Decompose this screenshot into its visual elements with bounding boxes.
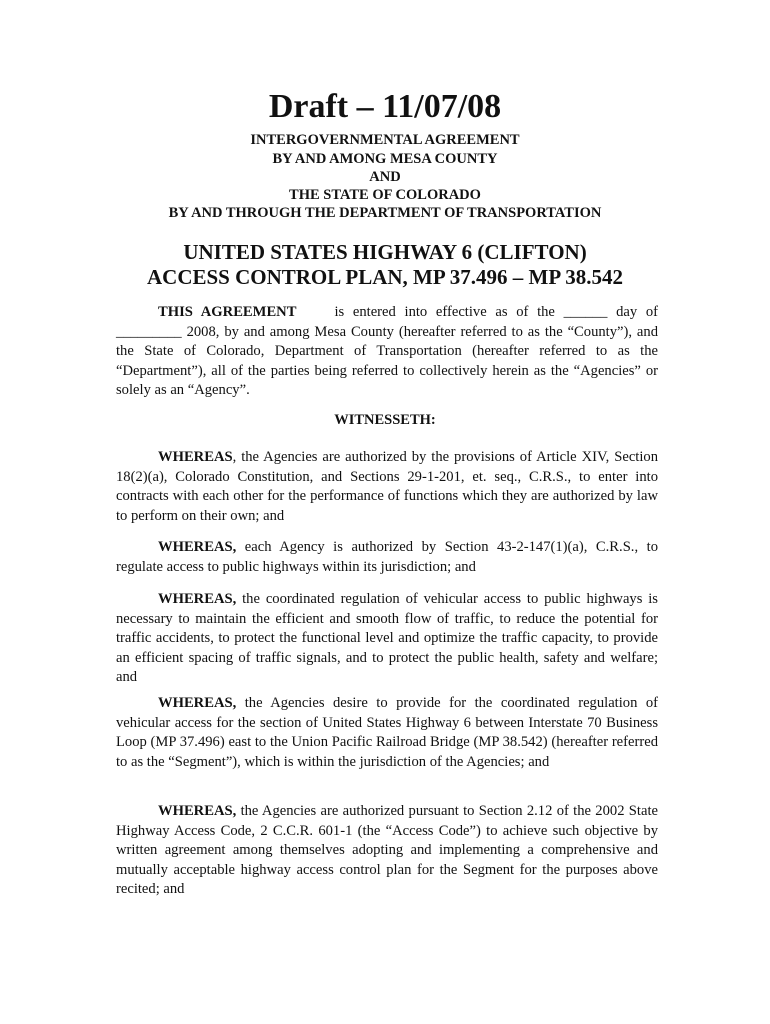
recital-text: the coordinated regulation of vehicular access to public highways is necessary to maintain the efficient and smooth flow of traffic, to reduce the potential for traffic accidents, to protect the functional level and optimize the traffic capacity, to provide an efficient spacing of traffic signals, and to protect the public health, safety and welfare; and	[116, 591, 658, 686]
heading-line-agreement: INTERGOVERNMENTAL AGREEMENT	[250, 132, 520, 148]
recital-2	[116, 538, 658, 577]
recital-5	[116, 802, 658, 900]
recital-lead: WHEREAS,	[158, 591, 237, 607]
plan-title-line-2: ACCESS CONTROL PLAN, MP 37.496 – MP 38.542	[146, 265, 624, 289]
intro-paragraph	[116, 303, 658, 401]
recital-3	[116, 590, 658, 688]
recital-text: the Agencies desire to provide for the coordinated regulation of vehicular access for the section of United States Highway 6 between Interstate 70 Business Loop (MP 37.496) east to the Union Pacific Railroad Bridge (MP 38.542) (hereafter referred to as the “Segment”), which is within the jurisdiction of the Agencies; and	[116, 695, 658, 770]
recital-4	[116, 694, 658, 772]
intro-text: is entered into effective as of the ______ day of _________ 2008, by and among Mesa County (hereafter referred to as the “County”), and the State of Colorado, Department of Transportation (hereafter referred to as the “Department”), all of the parties being referred to collectively herein as the “Agencies” or solely as an “Agency”.	[116, 304, 658, 399]
recital-text: , the Agencies are authorized by the provisions of Article XIV, Section 18(2)(a), Colorado Constitution, and Sections 29-1-201, et. seq., C.R.S., to enter into contracts with each other for the performance of functions which they are authorized by law to perform on their own; and	[116, 449, 658, 524]
heading-line-mesa-county: BY AND AMONG MESA COUNTY	[272, 151, 498, 167]
recital-lead: WHEREAS,	[158, 803, 237, 819]
intro-lead: THIS AGREEMENT	[158, 304, 297, 320]
recital-lead: WHEREAS	[158, 449, 233, 465]
recital-text: each Agency is authorized by Section 43-2-147(1)(a), C.R.S., to regulate access to public highways within its jurisdiction; and	[116, 539, 658, 575]
recital-lead: WHEREAS,	[158, 539, 237, 555]
draft-date-title: Draft – 11/07/08	[268, 88, 502, 125]
heading-line-state: THE STATE OF COLORADO	[289, 187, 481, 203]
recital-1	[116, 448, 658, 526]
plan-title-line-1: UNITED STATES HIGHWAY 6 (CLIFTON)	[183, 240, 587, 264]
heading-line-and: AND	[369, 169, 401, 185]
recital-lead: WHEREAS,	[158, 695, 237, 711]
heading-line-department: BY AND THROUGH THE DEPARTMENT OF TRANSPORTATION	[168, 205, 602, 221]
recital-text: the Agencies are authorized pursuant to Section 2.12 of the 2002 State Highway Access Code, 2 C.C.R. 601-1 (the “Access Code”) to achieve such objective by written agreement among themselves adopting and implementing a comprehensive and mutually acceptable highway access control plan for the Segment for the purposes above recited; and	[116, 803, 658, 898]
witnesseth-heading: WITNESSETH:	[334, 412, 436, 428]
